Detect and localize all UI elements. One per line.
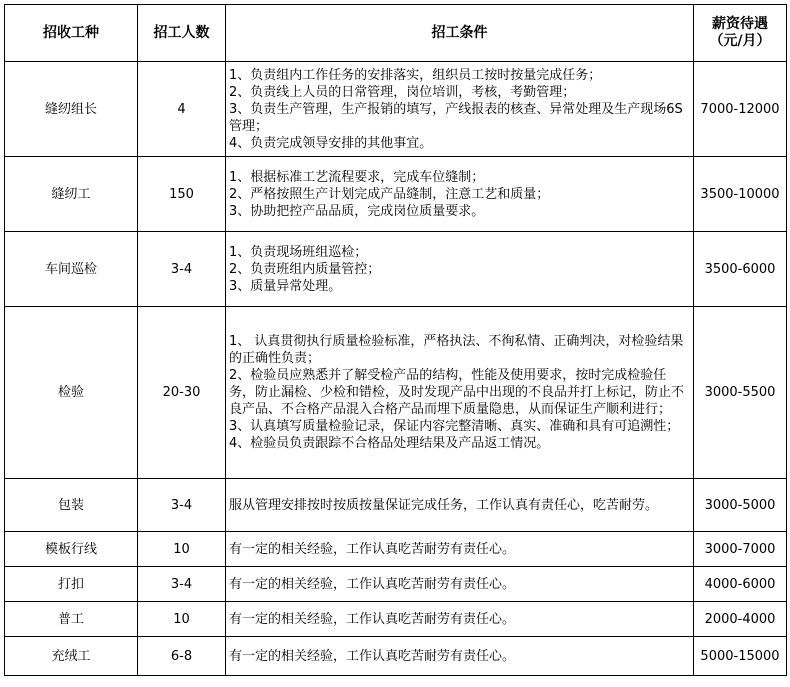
table-row [5, 532, 787, 567]
requirements-cell [226, 602, 694, 637]
table-row [5, 62, 787, 157]
job-cell: 车间巡检 [5, 232, 138, 307]
header-salary-line1: 薪资待遇 [712, 16, 768, 32]
table-row [5, 157, 787, 232]
count-cell: 10 [138, 532, 226, 567]
salary-cell: 3500-10000 [694, 157, 787, 232]
requirement-item: 3、负责生产管理，生产报销的填写，产线报表的核查、异常处理及生产现场6S管理； [229, 101, 683, 134]
requirements-cell [226, 232, 694, 307]
job-cell: 缝纫组长 [5, 62, 138, 157]
header-job: 招收工种 [5, 5, 138, 62]
requirements-cell [226, 567, 694, 602]
job-cell: 模板行线 [5, 532, 138, 567]
table-row [5, 232, 787, 307]
requirements-cell [226, 307, 694, 479]
job-cell: 充绒工 [5, 637, 138, 676]
header-salary-line2: （元/月） [709, 33, 771, 49]
job-cell: 包装 [5, 479, 138, 532]
requirement-item: 2、负责线上人员的日常管理，岗位培训，考核，考勤管理； [229, 84, 576, 100]
requirement-item: 2、负责班组内质量管控； [229, 261, 381, 277]
requirement-item: 有一定的相关经验，工作认真吃苦耐劳有责任心。 [229, 576, 516, 592]
header-count: 招工人数 [138, 5, 226, 62]
salary-cell: 4000-6000 [694, 567, 787, 602]
count-cell: 10 [138, 602, 226, 637]
recruitment-table [4, 4, 787, 676]
salary-cell: 5000-15000 [694, 637, 787, 676]
header-requirements: 招工条件 [226, 5, 694, 62]
requirement-item: 有一定的相关经验，工作认真吃苦耐劳有责任心。 [229, 611, 516, 627]
requirements-cell [226, 532, 694, 567]
requirements-cell [226, 157, 694, 232]
table-row [5, 307, 787, 479]
count-cell: 3-4 [138, 567, 226, 602]
requirement-item: 3、质量异常处理。 [229, 278, 342, 294]
count-cell: 3-4 [138, 232, 226, 307]
requirement-item: 2、检验员应熟悉并了解受检产品的结构，性能及使用要求，按时完成检验任务，防止漏检、少检和错检，及时发现产品中出现的不良品并打上标记，防止不良产品、不合格产品混入合格产品而埋下质量隐患，从而保证生产顺利进行； [229, 368, 685, 417]
table-row [5, 602, 787, 637]
count-cell: 4 [138, 62, 226, 157]
table-row [5, 637, 787, 676]
requirement-item: 1、根据标准工艺流程要求，完成车位缝制； [229, 169, 485, 185]
requirement-item: 3、认真填写质量检验记录，保证内容完整清晰、真实、准确和具有可追溯性； [229, 419, 680, 434]
requirements-cell [226, 637, 694, 676]
header-salary [694, 5, 787, 62]
job-cell: 检验 [5, 307, 138, 479]
requirement-item: 2、严格按照生产计划完成产品缝制，注意工艺和质量； [229, 186, 550, 202]
count-cell: 20-30 [138, 307, 226, 479]
requirement-item: 4、负责完成领导安排的其他事宜。 [229, 135, 433, 151]
job-cell: 普工 [5, 602, 138, 637]
job-cell: 打扣 [5, 567, 138, 602]
salary-cell: 3500-6000 [694, 232, 787, 307]
requirement-item: 1、负责现场班组巡检； [229, 244, 368, 260]
requirement-item: 服从管理安排按时按质按量保证完成任务，工作认真有责任心，吃苦耐劳。 [229, 497, 659, 513]
salary-cell: 3000-5000 [694, 479, 787, 532]
count-cell: 150 [138, 157, 226, 232]
requirement-item: 有一定的相关经验，工作认真吃苦耐劳有责任心。 [229, 648, 516, 664]
table-row [5, 567, 787, 602]
count-cell: 3-4 [138, 479, 226, 532]
salary-cell: 2000-4000 [694, 602, 787, 637]
requirements-cell [226, 62, 694, 157]
requirement-item: 4、检验员负责跟踪不合格品处理结果及产品返工情况。 [229, 436, 550, 451]
count-cell: 6-8 [138, 637, 226, 676]
job-cell: 缝纫工 [5, 157, 138, 232]
salary-cell: 3000-7000 [694, 532, 787, 567]
header-row [5, 5, 787, 62]
table-row [5, 479, 787, 532]
requirement-item: 3、协助把控产品品质，完成岗位质量要求。 [229, 203, 485, 219]
requirements-cell [226, 479, 694, 532]
salary-cell: 3000-5500 [694, 307, 787, 479]
salary-cell: 7000-12000 [694, 62, 787, 157]
requirement-item: 1、负责组内工作任务的安排落实，组织员工按时按量完成任务； [229, 67, 602, 83]
requirement-item: 有一定的相关经验，工作认真吃苦耐劳有责任心。 [229, 541, 516, 557]
requirement-item: 1、 认真贯彻执行质量检验标准，严格执法、不徇私情、正确判决，对检验结果的正确性负责； [229, 334, 684, 366]
